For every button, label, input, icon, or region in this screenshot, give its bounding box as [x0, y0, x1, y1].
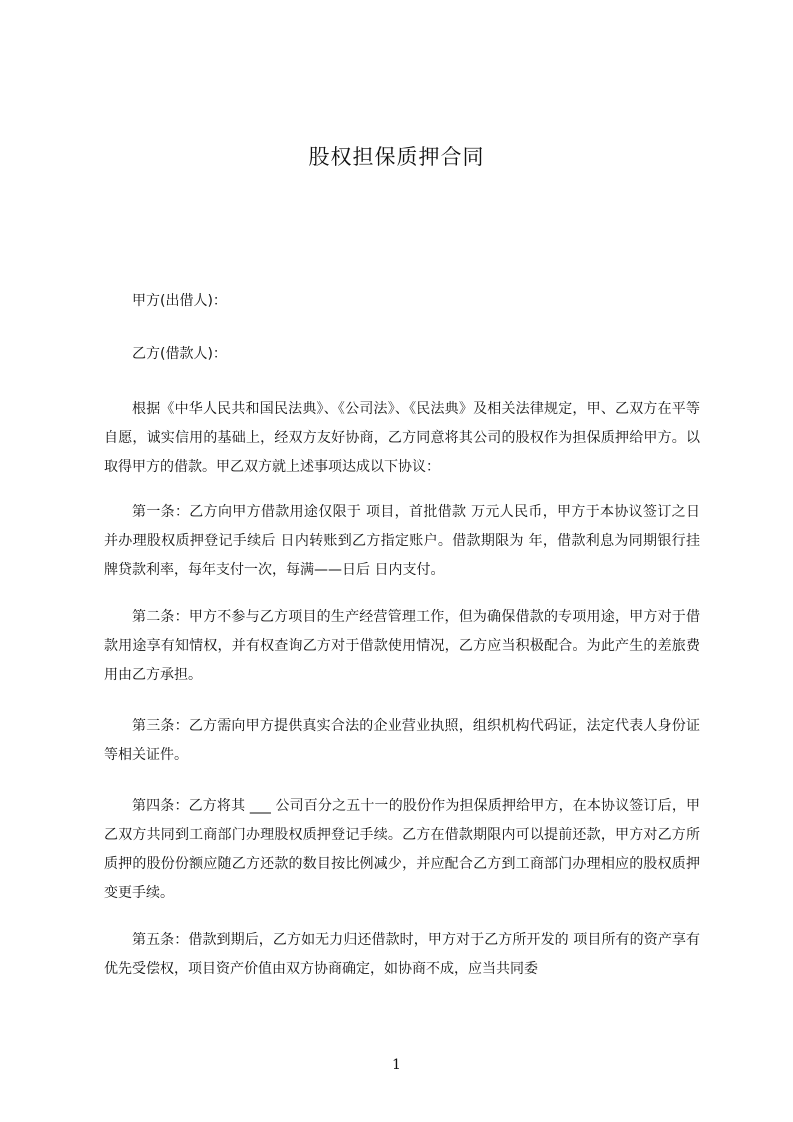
party-a-line: 甲方(出借人)： [132, 293, 227, 309]
party-b-line: 乙方(借款人)： [132, 346, 227, 362]
article-2: 第二条：甲方不参与乙方项目的生产经营管理工作，但为确保借款的专项用途，甲方对于借款用途享有知情权，并有权查询乙方对于借款使用情况，乙方应当积极配合。为此产生的差旅费用由乙方承担。 [104, 609, 700, 683]
page-number: 1 [392, 1057, 401, 1073]
preamble-paragraph: 根据《中华人民共和国民法典》、《公司法》、《民法典》及相关法律规定，甲、乙双方在平等自愿，诚实信用的基础上，经双方友好协商，乙方同意将其公司的股权作为担保质押给甲方。以取得甲方的借款。甲乙双方就上述事项达成以下协议： [104, 401, 700, 475]
article-4: 第四条：乙方将其 ___ 公司百分之五十一的股份作为担保质押给甲方，在本协议签订后，甲乙双方共同到工商部门办理股权质押登记手续。乙方在借款期限内可以提前还款，甲方对乙方所质押的股份份额应随乙方还款的数目按比例减少，并应配合乙方到工商部门办理相应的股权质押变更手续。 [104, 798, 700, 901]
article-1: 第一条：乙方向甲方借款用途仅限于 项目，首批借款 万元人民币，甲方于本协议签订之日并办理股权质押登记手续后 日内转账到乙方指定账户。借款期限为 年，借款利息为同期银行挂牌贷款利率，每年支付一次，每满——日后 日内支付。 [104, 504, 700, 578]
article-5: 第五条：借款到期后，乙方如无力归还借款时，甲方对于乙方所开发的 项目所有的资产享有优先受偿权，项目资产价值由双方协商确定，如协商不成，应当共同委 [104, 932, 700, 977]
article-3: 第三条：乙方需向甲方提供真实合法的企业营业执照，组织机构代码证，法定代表人身份证等相关证件。 [104, 718, 700, 763]
document-title: 股权担保质押合同 [308, 145, 485, 169]
